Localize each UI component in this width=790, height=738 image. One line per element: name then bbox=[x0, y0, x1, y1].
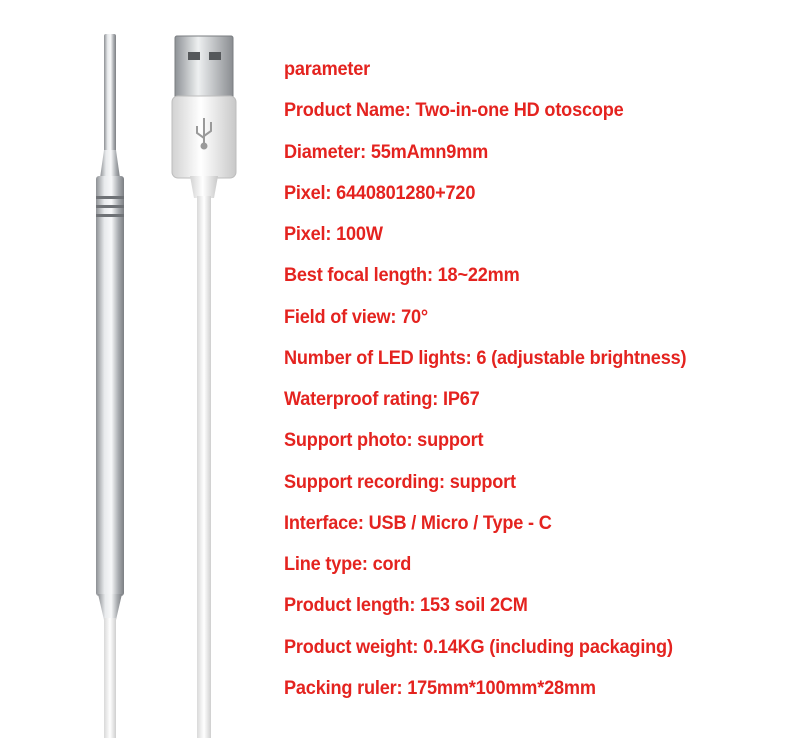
spec-pixel-count: Pixel: 100W bbox=[284, 223, 383, 245]
otoscope-probe bbox=[96, 34, 124, 738]
spec-packing-size: Packing ruler: 175mm*100mm*28mm bbox=[284, 676, 596, 699]
spec-length: Product length: 153 soil 2CM bbox=[284, 594, 528, 617]
spec-focal-length: Best focal length: 18~22mm bbox=[284, 264, 520, 287]
spec-led-lights: Number of LED lights: 6 (adjustable brightness) bbox=[284, 346, 687, 369]
spec-product-name: Product Name: Two-in-one HD otoscope bbox=[284, 99, 624, 122]
spec-list bbox=[284, 54, 784, 714]
spec-interface: Interface: USB / Micro / Type - C bbox=[284, 511, 552, 534]
spec-line-type: Line type: cord bbox=[284, 553, 412, 575]
spec-heading: parameter bbox=[284, 58, 371, 80]
otoscope-product-image bbox=[0, 0, 270, 738]
spec-field-of-view: Field of view: 70° bbox=[284, 305, 428, 328]
spec-pixel-resolution: Pixel: 6440801280+720 bbox=[284, 181, 476, 204]
spec-waterproof: Waterproof rating: IP67 bbox=[284, 388, 480, 410]
usb-cable bbox=[172, 36, 236, 738]
spec-weight: Product weight: 0.14KG (including packaging) bbox=[284, 635, 673, 658]
spec-diameter: Diameter: 55mAmn9mm bbox=[284, 140, 489, 163]
spec-photo: Support photo: support bbox=[284, 429, 484, 452]
spec-recording: Support recording: support bbox=[284, 470, 516, 493]
